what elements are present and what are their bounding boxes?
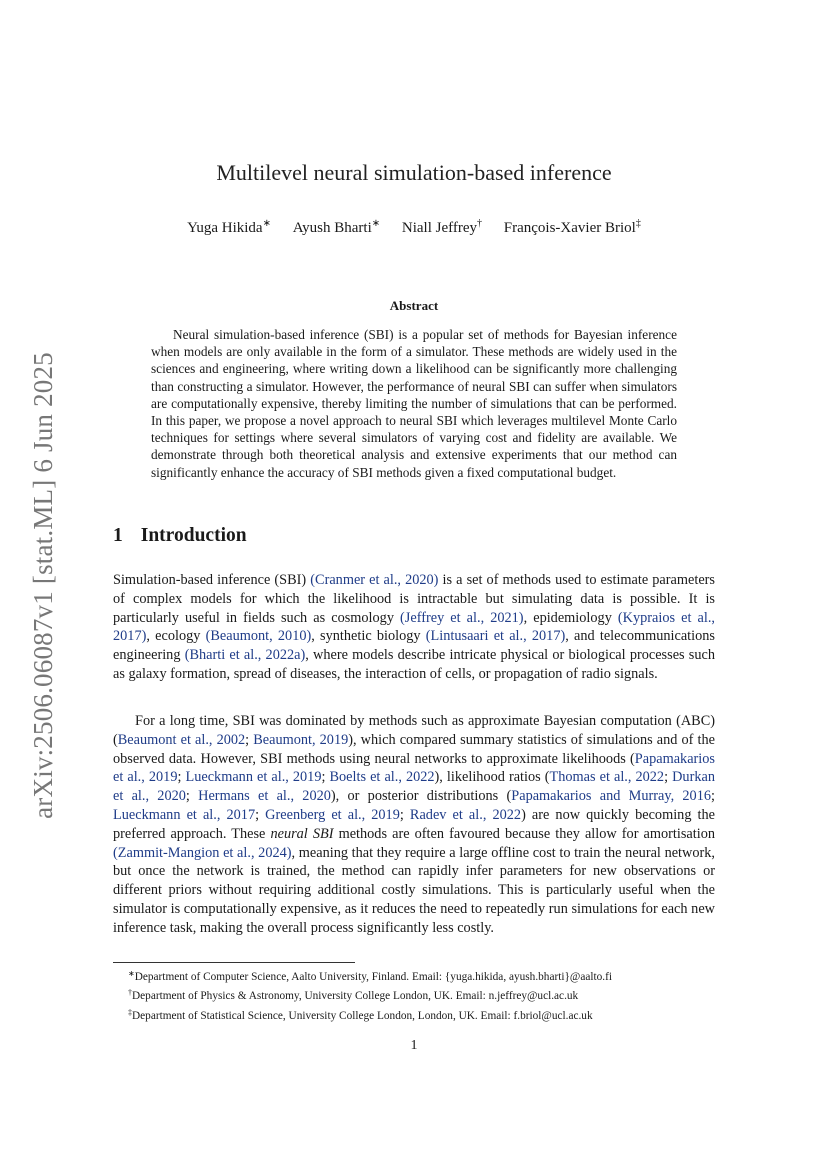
emphasis-term: neural SBI (270, 825, 334, 842)
footnote-mark: ∗ (128, 969, 135, 978)
author-list (0, 218, 828, 237)
section-heading (113, 525, 247, 547)
arxiv-stamp (18, 340, 68, 830)
abstract-heading: Abstract (389, 298, 439, 313)
citation-link[interactable]: Lueckmann et al., 2017 (113, 806, 256, 823)
affiliation-mark: ∗ (262, 218, 271, 229)
affiliation-mark: ‡ (635, 218, 641, 229)
citation-link[interactable]: Papamakarios et al., 2019 (113, 750, 715, 786)
section-number: 1 (113, 525, 123, 546)
intro-paragraph-1: Simulation-based inference (SBI) (Cranmer et al., 2020) is a set of methods used to estimate parameters of complex models for which the likelihood is intractable but simulating data is possible. It is particularly useful in fields such as cosmology (Jeffrey et al., 2021), epidemiology (Kypraios et al., 2017), ecology (Beaumont, 2010), synthetic biology (Lintusaari et al., 2017), and telecommunications engineering (Bharti et al., 2022a), where models describe intricate physical or biological processes such as galaxy formation, spread of diseases, the interaction of cells, or propagation of radio signals. (113, 572, 715, 682)
footnote: ‡Department of Statistical Science, University College London, London, UK. Email: f.briol@ucl.ac.uk (128, 1007, 593, 1022)
abstract-text: Neural simulation-based inference (SBI) is a popular set of methods for Bayesian inference when models are only available in the form of a simulator. These methods are widely used in the sciences and engineering, where writing down a likelihood can be significantly more challenging than constructing a simulator. However, the performance of neural SBI can suffer when simulators are computationally expensive, thereby limiting the number of simulations that can be performed. In this paper, we propose a novel approach to neural SBI which leverages multilevel Monte Carlo techniques for settings where several simulators of varying cost and fidelity are available. We demonstrate through both theoretical analysis and extensive experiments that our method can significantly enhance the accuracy of SBI methods given a fixed computational budget. (151, 327, 677, 480)
citation-link[interactable]: Durkan et al., 2020 (113, 769, 715, 805)
citation-link[interactable]: Beaumont, 2019 (253, 731, 349, 748)
footnotes (128, 966, 728, 1024)
arxiv-id: arXiv:2506.06087v1 [stat.ML] 6 Jun 2025 (27, 351, 58, 819)
citation-link[interactable]: (Cranmer et al., 2020) (310, 572, 439, 588)
citation-link[interactable]: Papamakarios and Murray, 2016 (511, 788, 711, 805)
author: Niall Jeffrey† (401, 218, 483, 236)
page-number: 1 (410, 1038, 418, 1053)
citation-link[interactable]: (Beaumont, 2010) (205, 628, 312, 645)
footnote-mark: † (128, 988, 132, 998)
citation-link[interactable]: Boelts et al., 2022 (329, 769, 435, 786)
citation-link[interactable]: (Lintusaari et al., 2017) (425, 628, 566, 645)
author: Yuga Hikida∗ (187, 218, 271, 236)
citation-link[interactable]: Radev et al., 2022 (409, 806, 522, 823)
author: François-Xavier Briol‡ (503, 218, 641, 236)
intro-paragraph-2: For a long time, SBI was dominated by methods such as approximate Bayesian computation (ABC) (Beaumont et al., 2002; Beaumont, 2019), which compared summary statistics of simulations and of the observed data. However, SBI methods using neural networks to approximate likelihoods (Papamakarios et al., 2019; Lueckmann et al., 2019; Boelts et al., 2022), likelihood ratios (Thomas et al., 2022; Durkan et al., 2020; Hermans et al., 2020), or posterior distributions (Papamakarios and Murray, 2016; Lueckmann et al., 2017; Greenberg et al., 2019; Radev et al., 2022) are now quickly becoming the preferred approach. These neural SBI methods are often favoured because they allow for amortisation (Zammit-Mangion et al., 2024), meaning that they require a large offline cost to train the neural network, but once the network is trained, the method can rapidly infer parameters for new observations or different priors without requiring additional costly simulations. This is particularly useful when the simulator is computationally expensive, as it reduces the need to repeatedly run simulations for each new inference task, making the overall process significantly less costly. (113, 713, 716, 936)
footnote-rule (113, 962, 355, 963)
citation-link[interactable]: Beaumont et al., 2002 (117, 731, 246, 748)
citation-link[interactable]: (Kypraios et al., 2017) (113, 609, 715, 645)
citation-link[interactable]: (Jeffrey et al., 2021) (400, 609, 524, 626)
paper-title: Multilevel neural simulation-based inference (216, 160, 612, 185)
footnote-mark: ‡ (128, 1007, 132, 1017)
citation-link[interactable]: Lueckmann et al., 2019 (185, 769, 322, 786)
section-title: Introduction (140, 525, 247, 546)
affiliation-mark: † (477, 218, 483, 229)
citation-link[interactable]: Thomas et al., 2022 (549, 769, 665, 786)
citation-link[interactable]: Hermans et al., 2020 (198, 788, 331, 805)
affiliation-mark: ∗ (371, 218, 381, 229)
citation-link[interactable]: Greenberg et al., 2019 (265, 806, 400, 823)
footnote: ∗Department of Computer Science, Aalto University, Finland. Email: {yuga.hikida, ayush.bharti}@aalto.fi (128, 969, 613, 983)
citation-link[interactable]: (Bharti et al., 2022a) (184, 647, 306, 664)
author: Ayush Bharti∗ (292, 218, 381, 236)
citation-link[interactable]: (Zammit-Mangion et al., 2024) (113, 844, 292, 861)
footnote: †Department of Physics & Astronomy, University College London, UK. Email: n.jeffrey@ucl.ac.uk (128, 988, 579, 1003)
